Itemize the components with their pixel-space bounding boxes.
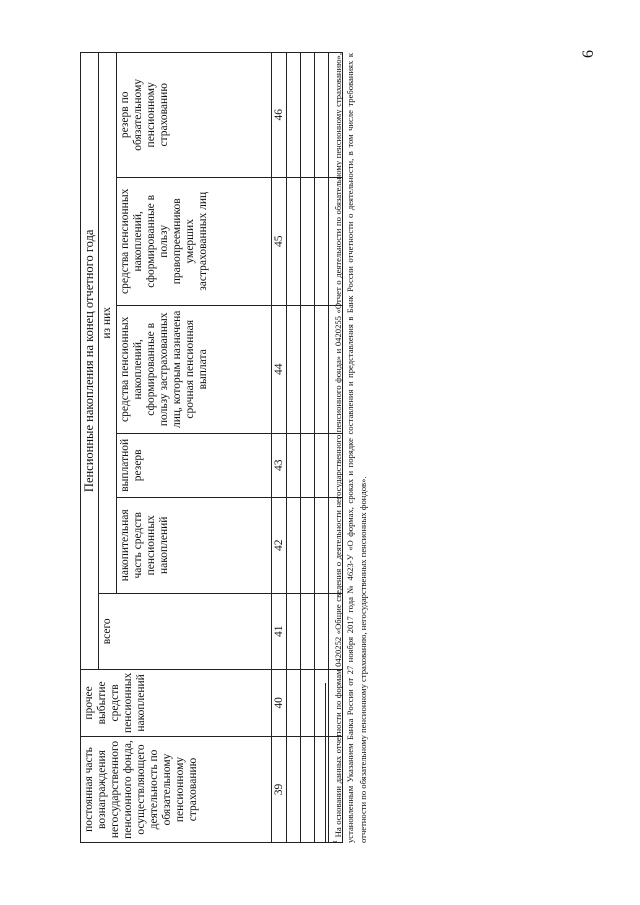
table-cell [315,669,329,736]
table-row [315,52,329,842]
footnote-separator [325,683,326,843]
table-cell [287,737,301,843]
table-cell [315,52,329,177]
table-cell [287,497,301,593]
page-number: 6 [580,50,597,58]
table-cell [287,593,301,669]
pension-savings-table [80,52,343,843]
header-subgroup-of-them: из них [99,52,117,593]
col-number-42: 42 [272,497,287,593]
table-cell [301,305,315,433]
col-number-46: 46 [272,52,287,177]
table-cell [315,737,329,843]
table-cell [301,737,315,843]
table-cell [315,593,329,669]
header-group-pension-savings: Пенсионные накопления на конец отчетного года [81,52,99,669]
header-col-39: постоянная часть вознаграждения негосударственного пенсионного фонда, осуществляющего деятельность по обязательному пенсионному страхованию [81,737,272,843]
footnote-marker: 1 [333,840,339,843]
header-col-42: накопительная часть средств пенсионных накоплений [117,497,272,593]
table-row [287,52,301,842]
col-number-43: 43 [272,433,287,497]
table-cell [315,433,329,497]
table-row [301,52,315,842]
header-col-41: всего [99,593,272,669]
col-number-41: 41 [272,593,287,669]
col-number-45: 45 [272,177,287,305]
table-cell [287,669,301,736]
table-cell [301,669,315,736]
table-cell [287,305,301,433]
table-cell [301,497,315,593]
header-col-46: резерв по обязательному пенсионному страхованию [117,52,272,177]
column-number-row [272,52,287,842]
col-number-44: 44 [272,305,287,433]
table-cell [315,497,329,593]
table-cell [315,177,329,305]
table-cell [287,52,301,177]
table-cell [301,433,315,497]
table-cell [301,593,315,669]
header-col-40: прочее выбытие средств пенсионных накоплений [81,669,272,736]
footnote-text: На основании данных отчетности по формам 0420252 «Общие сведения о деятельности негосударственного пенсионного фонда» и 0420255 «Отчет о деятельности по обязательному пенсионному страхованию», установленным Указанием Банка России от 27 ноября 2017 года № 4623-У «О формах, сроках и порядке составления и представления в Банк России отчетности о деятельности, в том числе требованиях к отчетности по обязательному пенсионному страхованию, негосударственных пенсионных фондов». [332,53,368,843]
table-cell [301,52,315,177]
footnote [330,53,369,843]
header-col-44: средства пенсионных накоплений, сформированные в пользу застрахованных лиц, которым назначена срочная пенсионная выплата [117,305,272,433]
header-col-43: выплатной резерв [117,433,272,497]
table-cell [287,177,301,305]
table-cell [301,177,315,305]
header-col-45: средства пенсионных накоплений, сформированные в пользу правопреемников умерших застрахованных лиц [117,177,272,305]
header-row-1 [81,52,99,842]
col-number-40: 40 [272,669,287,736]
table-cell [315,305,329,433]
col-number-39: 39 [272,737,287,843]
table-cell [287,433,301,497]
